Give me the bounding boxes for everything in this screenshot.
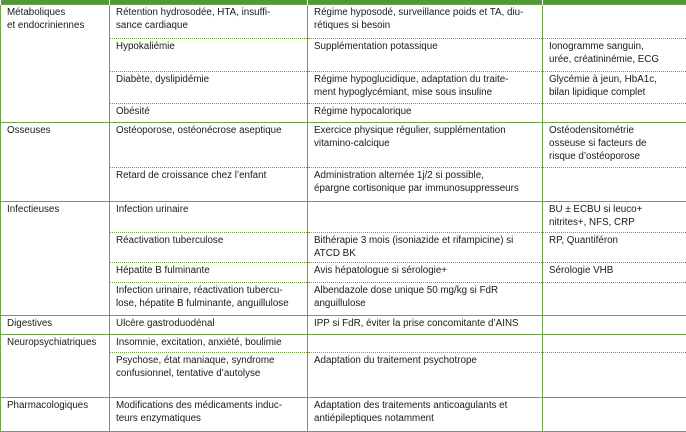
complication-cell: Psychose, état maniaque, syndrome confusionnel, tentative d’autolyse: [110, 353, 308, 398]
monitoring-cell: [543, 168, 686, 202]
prevention-cell: Albendazole dose unique 50 mg/kg si FdR anguillulose: [308, 283, 543, 316]
prevention-cell: Régime hypoglucidique, adaptation du traite- ment hypoglycémiant, mise sous insuline: [308, 72, 543, 104]
complication-cell: Ostéoporose, ostéonécrose aseptique: [110, 123, 308, 168]
category-cell: Neuropsychiatriques: [1, 335, 110, 398]
category-cell: Osseuses: [1, 123, 110, 202]
complication-cell: Infection urinaire, réactivation tubercu- lose, hépatite B fulminante, anguillulose: [110, 283, 308, 316]
monitoring-cell: RP, Quantiféron: [543, 233, 686, 263]
monitoring-cell: [543, 335, 686, 353]
complication-cell: Obésité: [110, 104, 308, 123]
prevention-cell: IPP si FdR, éviter la prise concomitante d’AINS: [308, 316, 543, 335]
prevention-cell: Adaptation des traitements anticoagulants et antiépileptiques notamment: [308, 398, 543, 432]
table-row: [1, 316, 686, 335]
prevention-cell: Régime hyposodé, surveillance poids et TA, diu- rétiques si besoin: [308, 5, 543, 39]
monitoring-cell: Ionogramme sanguin, urée, créatininémie, ECG: [543, 39, 686, 72]
prevention-cell: Supplémentation potassique: [308, 39, 543, 72]
monitoring-cell: [543, 283, 686, 316]
prevention-cell: Avis hépatologue si sérologie+: [308, 263, 543, 283]
monitoring-cell: [543, 5, 686, 39]
prevention-cell: Adaptation du traitement psychotrope: [308, 353, 543, 398]
monitoring-cell: Sérologie VHB: [543, 263, 686, 283]
prevention-cell: [308, 202, 543, 233]
complication-cell: Hypokaliémie: [110, 39, 308, 72]
complication-cell: Insomnie, excitation, anxiété, boulimie: [110, 335, 308, 353]
table-row: [1, 202, 686, 233]
table-row: [1, 5, 686, 39]
table-row: [1, 398, 686, 432]
monitoring-cell: Ostéodensitométrie osseuse si facteurs de risque d’ostéoporose: [543, 123, 686, 168]
table-row: [1, 335, 686, 353]
monitoring-cell: [543, 398, 686, 432]
complication-cell: Rétention hydrosodée, HTA, insuffi- sance cardiaque: [110, 5, 308, 39]
category-cell: Infectieuses: [1, 202, 110, 316]
category-cell: Métaboliques et endocriniennes: [1, 5, 110, 123]
monitoring-cell: Glycémie à jeun, HbA1c, bilan lipidique complet: [543, 72, 686, 104]
monitoring-cell: BU ± ECBU si leuco+ nitrites+, NFS, CRP: [543, 202, 686, 233]
complication-cell: Ulcère gastroduodénal: [110, 316, 308, 335]
complication-cell: Hépatite B fulminante: [110, 263, 308, 283]
prevention-cell: Administration alternée 1j/2 si possible, épargne cortisonique par immunosuppresseurs: [308, 168, 543, 202]
prevention-cell: [308, 335, 543, 353]
category-cell: Pharmacologiques: [1, 398, 110, 432]
complication-cell: Modifications des médicaments induc- teurs enzymatiques: [110, 398, 308, 432]
complication-cell: Réactivation tuberculose: [110, 233, 308, 263]
monitoring-cell: [543, 353, 686, 398]
complication-cell: Diabète, dyslipidémie: [110, 72, 308, 104]
category-cell: Digestives: [1, 316, 110, 335]
complication-cell: Infection urinaire: [110, 202, 308, 233]
complication-cell: Retard de croissance chez l’enfant: [110, 168, 308, 202]
monitoring-cell: [543, 104, 686, 123]
table-row: [1, 123, 686, 168]
prevention-cell: Bithérapie 3 mois (isoniazide et rifampicine) si ATCD BK: [308, 233, 543, 263]
monitoring-cell: [543, 316, 686, 335]
prevention-cell: Régime hypocalorique: [308, 104, 543, 123]
prevention-cell: Exercice physique régulier, supplémentation vitamino-calcique: [308, 123, 543, 168]
